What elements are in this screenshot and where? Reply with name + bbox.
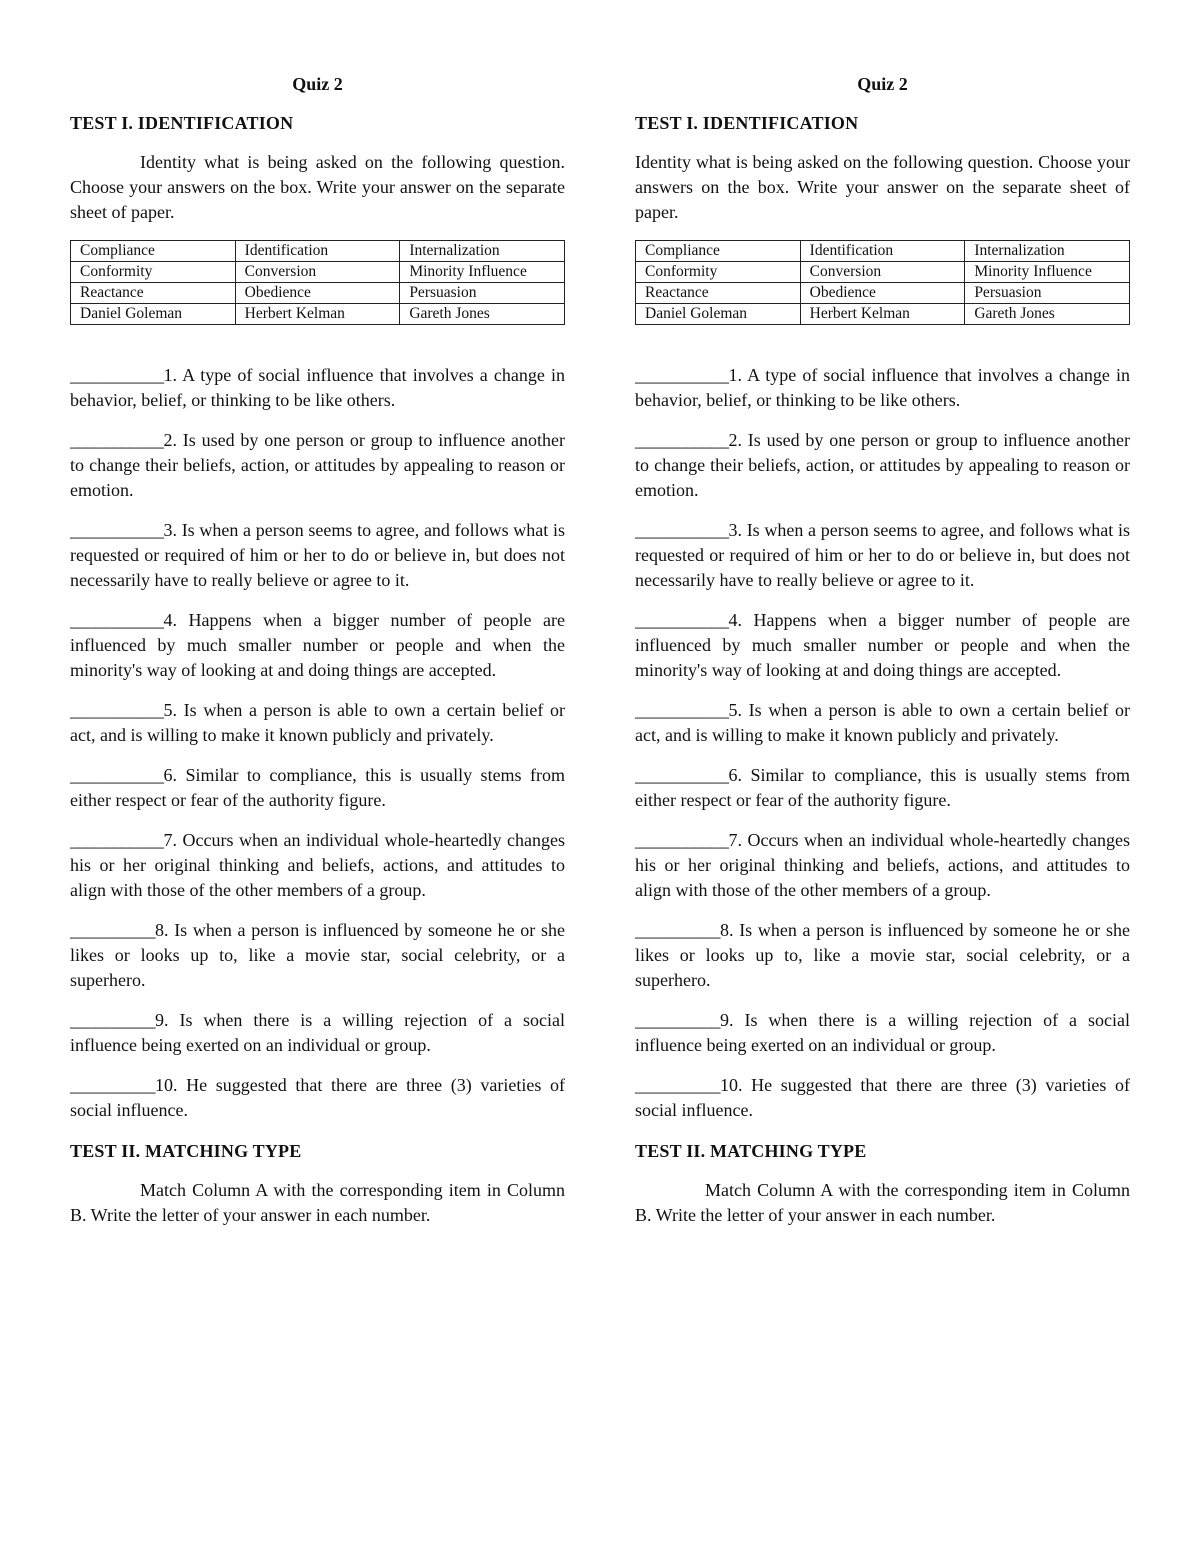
question-item — [70, 698, 565, 748]
choice-cell: Herbert Kelman — [800, 304, 965, 325]
test1-instructions: Identity what is being asked on the following question. Choose your answers on the box. Write your answer on the separate sheet of paper. — [70, 152, 565, 222]
test1-instructions: Identity what is being asked on the following question. Choose your answers on the box. Write your answer on the separate sheet of paper. — [635, 152, 1130, 222]
question-item — [635, 828, 1130, 903]
choice-cell: Minority Influence — [400, 262, 565, 283]
answer-blank: ___________ — [635, 365, 729, 385]
choice-cell: Conversion — [235, 262, 400, 283]
question-item — [635, 918, 1130, 993]
choice-cell: Conformity — [71, 262, 236, 283]
question-item — [635, 698, 1130, 748]
question-text: 9. Is when there is a willing rejection of a social influence being exerted on an individual or group. — [70, 1010, 565, 1055]
quiz-title: Quiz 2 — [857, 74, 908, 94]
choice-cell: Gareth Jones — [965, 304, 1130, 325]
choice-cell: Daniel Goleman — [71, 304, 236, 325]
question-item — [635, 1073, 1130, 1123]
answer-blank: ___________ — [70, 520, 164, 540]
question-item — [635, 363, 1130, 413]
choices-row — [636, 304, 1130, 325]
question-text: 10. He suggested that there are three (3) varieties of social influence. — [70, 1075, 565, 1120]
choice-cell: Reactance — [71, 283, 236, 304]
answer-blank: __________ — [70, 920, 155, 940]
question-item — [70, 763, 565, 813]
question-item — [70, 918, 565, 993]
choice-cell: Herbert Kelman — [235, 304, 400, 325]
question-text: 8. Is when a person is influenced by someone he or she likes or looks up to, like a movie star, social celebrity, or a superhero. — [635, 920, 1130, 990]
answer-blank: __________ — [635, 920, 720, 940]
question-text: 10. He suggested that there are three (3) varieties of social influence. — [635, 1075, 1130, 1120]
test1-heading: TEST I. IDENTIFICATION — [635, 113, 859, 133]
choices-row — [71, 283, 565, 304]
choice-cell: Obedience — [800, 283, 965, 304]
choice-cell: Reactance — [636, 283, 801, 304]
answer-blank: __________ — [635, 1075, 720, 1095]
test2-instructions: Match Column A with the corresponding item in Column B. Write the letter of your answer in each number. — [70, 1180, 565, 1225]
choices-row — [636, 262, 1130, 283]
answer-blank: ___________ — [70, 430, 164, 450]
question-item — [70, 1073, 565, 1123]
choices-row — [71, 304, 565, 325]
answer-blank: ___________ — [70, 700, 164, 720]
choice-cell: Conversion — [800, 262, 965, 283]
choice-cell: Conformity — [636, 262, 801, 283]
question-text: 9. Is when there is a willing rejection of a social influence being exerted on an individual or group. — [635, 1010, 1130, 1055]
choice-cell: Gareth Jones — [400, 304, 565, 325]
answer-blank: ___________ — [635, 610, 729, 630]
choices-row — [636, 241, 1130, 262]
question-text: 3. Is when a person seems to agree, and follows what is requested or required of him or her to do or believe in, but does not necessarily have to really believe or agree to it. — [70, 520, 565, 590]
answer-blank: ___________ — [635, 520, 729, 540]
question-text: 8. Is when a person is influenced by someone he or she likes or looks up to, like a movie star, social celebrity, or a superhero. — [70, 920, 565, 990]
question-text: 4. Happens when a bigger number of people are influenced by much smaller number or people and when the minority's way of looking at and doing things are accepted. — [635, 610, 1130, 680]
question-item — [70, 363, 565, 413]
answer-choices-table — [635, 240, 1130, 325]
answer-blank: __________ — [70, 1075, 155, 1095]
question-text: 6. Similar to compliance, this is usually stems from either respect or fear of the authority figure. — [635, 765, 1130, 810]
question-text: 7. Occurs when an individual whole-heartedly changes his or her original thinking and beliefs, actions, and attitudes to align with those of the other members of a group. — [70, 830, 565, 900]
choice-cell: Internalization — [400, 241, 565, 262]
quiz-title: Quiz 2 — [292, 74, 343, 94]
choice-cell: Daniel Goleman — [636, 304, 801, 325]
choice-cell: Identification — [800, 241, 965, 262]
question-item — [70, 518, 565, 593]
question-text: 5. Is when a person is able to own a certain belief or act, and is willing to make it known publicly and privately. — [70, 700, 565, 745]
question-text: 2. Is used by one person or group to influence another to change their beliefs, action, or attitudes by appealing to reason or emotion. — [635, 430, 1130, 500]
question-item — [70, 828, 565, 903]
question-item — [635, 608, 1130, 683]
question-item — [635, 763, 1130, 813]
question-item — [635, 428, 1130, 503]
question-text: 2. Is used by one person or group to influence another to change their beliefs, action, or attitudes by appealing to reason or emotion. — [70, 430, 565, 500]
answer-blank: ___________ — [635, 765, 729, 785]
test2-heading: TEST II. MATCHING TYPE — [70, 1141, 302, 1161]
test2-heading: TEST II. MATCHING TYPE — [635, 1141, 867, 1161]
question-text: 6. Similar to compliance, this is usually stems from either respect or fear of the authority figure. — [70, 765, 565, 810]
question-item — [70, 608, 565, 683]
question-text: 5. Is when a person is able to own a certain belief or act, and is willing to make it known publicly and privately. — [635, 700, 1130, 745]
question-item — [70, 428, 565, 503]
answer-choices-table — [70, 240, 565, 325]
choices-row — [71, 262, 565, 283]
choice-cell: Persuasion — [965, 283, 1130, 304]
choice-cell: Compliance — [71, 241, 236, 262]
question-text: 1. A type of social influence that involves a change in behavior, belief, or thinking to be like others. — [70, 365, 565, 410]
question-text: 7. Occurs when an individual whole-heartedly changes his or her original thinking and beliefs, actions, and attitudes to align with those of the other members of a group. — [635, 830, 1130, 900]
test1-heading: TEST I. IDENTIFICATION — [70, 113, 294, 133]
answer-blank: __________ — [635, 1010, 720, 1030]
question-text: 1. A type of social influence that involves a change in behavior, belief, or thinking to be like others. — [635, 365, 1130, 410]
answer-blank: ___________ — [70, 365, 164, 385]
question-item — [70, 1008, 565, 1058]
choice-cell: Compliance — [636, 241, 801, 262]
choices-row — [636, 283, 1130, 304]
choice-cell: Identification — [235, 241, 400, 262]
answer-blank: ___________ — [635, 700, 729, 720]
answer-blank: ___________ — [635, 430, 729, 450]
question-item — [635, 1008, 1130, 1058]
quiz-column-left — [70, 70, 565, 1243]
question-text: 4. Happens when a bigger number of people are influenced by much smaller number or people and when the minority's way of looking at and doing things are accepted. — [70, 610, 565, 680]
choices-row — [71, 241, 565, 262]
quiz-column-right — [635, 70, 1130, 1243]
answer-blank: ___________ — [70, 610, 164, 630]
answer-blank: ___________ — [635, 830, 729, 850]
choice-cell: Persuasion — [400, 283, 565, 304]
answer-blank: __________ — [70, 1010, 155, 1030]
answer-blank: ___________ — [70, 765, 164, 785]
choice-cell: Internalization — [965, 241, 1130, 262]
answer-blank: ___________ — [70, 830, 164, 850]
question-text: 3. Is when a person seems to agree, and follows what is requested or required of him or her to do or believe in, but does not necessarily have to really believe or agree to it. — [635, 520, 1130, 590]
question-item — [635, 518, 1130, 593]
choice-cell: Minority Influence — [965, 262, 1130, 283]
choice-cell: Obedience — [235, 283, 400, 304]
test2-instructions: Match Column A with the corresponding item in Column B. Write the letter of your answer in each number. — [635, 1180, 1130, 1225]
